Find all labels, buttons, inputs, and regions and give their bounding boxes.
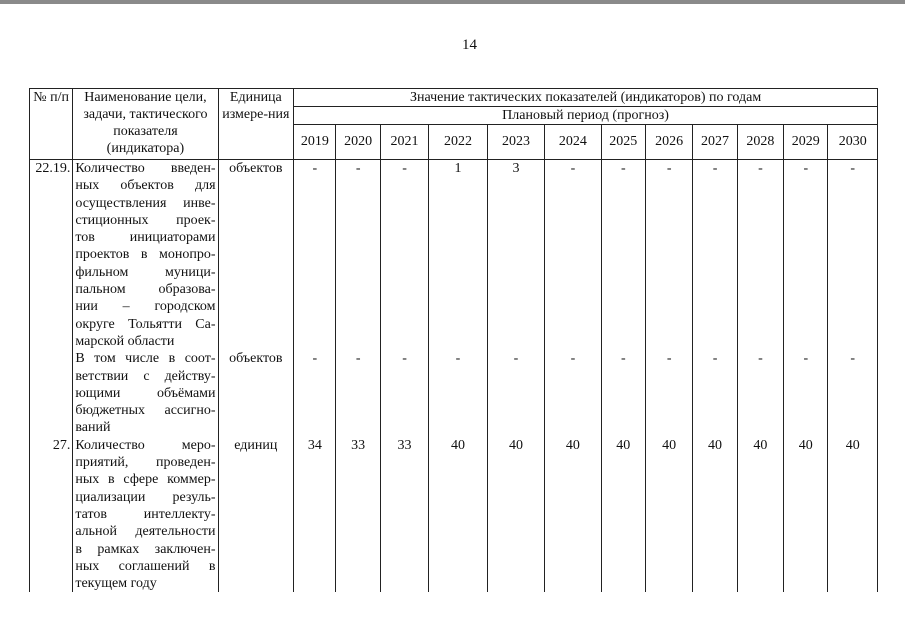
indicator-name-line: В том числе в соот- — [75, 351, 216, 367]
indicator-name-line: округе Тольятти Са- — [75, 316, 216, 332]
top-border-line — [0, 0, 905, 4]
unit-cell: объектов — [218, 160, 294, 351]
value-cell: - — [693, 350, 737, 436]
header-name: Наименование цели, задачи, тактического показателя (индикатора) — [73, 89, 218, 160]
indicator-name-line: приятий, проведен- — [75, 455, 216, 471]
header-year: 2028 — [737, 125, 783, 160]
row-number — [30, 350, 73, 436]
value-cell: 40 — [784, 437, 828, 593]
indicator-name-line: ющими объёмами — [75, 385, 216, 401]
value-cell: - — [487, 350, 544, 436]
value-cell: - — [828, 350, 878, 436]
indicator-name-line: нии – городском — [75, 299, 216, 315]
indicator-name-line: циализации резуль- — [75, 489, 216, 505]
value-cell: 1 — [429, 160, 487, 351]
indicator-name-line: текущем году — [75, 576, 157, 592]
value-cell: - — [380, 350, 428, 436]
indicator-name-line: проектов в монопро- — [75, 247, 216, 263]
indicator-name-line: бюджетных ассигно- — [75, 403, 216, 419]
indicator-name-line: ных в сфере коммер- — [75, 472, 216, 488]
header-year: 2029 — [784, 125, 828, 160]
value-cell: - — [545, 350, 601, 436]
value-cell: 34 — [294, 437, 336, 593]
value-cell: - — [545, 160, 601, 351]
header-plan-period: Плановый период (прогноз) — [294, 107, 878, 125]
indicator-name-line: фильном муници- — [75, 264, 216, 280]
indicator-name-line: ных соглашений в — [75, 558, 216, 574]
page-number: 14 — [462, 37, 477, 53]
value-cell: 33 — [380, 437, 428, 593]
value-cell: 3 — [487, 160, 544, 351]
value-cell: - — [737, 350, 783, 436]
indicator-name-line: ветствии с действу- — [75, 368, 216, 384]
value-cell: - — [294, 160, 336, 351]
indicator-name-line: тов инициаторами — [75, 230, 216, 246]
value-cell: - — [737, 160, 783, 351]
table-row — [30, 160, 878, 351]
table-row — [30, 350, 878, 436]
value-cell: 33 — [336, 437, 380, 593]
header-year: 2025 — [601, 125, 645, 160]
header-year: 2024 — [545, 125, 601, 160]
value-cell: - — [336, 350, 380, 436]
value-cell: - — [784, 160, 828, 351]
value-cell: 40 — [828, 437, 878, 593]
unit-cell: единиц — [218, 437, 294, 593]
indicator-name-line: марской области — [75, 333, 175, 349]
value-cell: - — [380, 160, 428, 351]
header-values-title: Значение тактических показателей (индикаторов) по годам — [294, 89, 878, 107]
header-year: 2021 — [380, 125, 428, 160]
value-cell: 40 — [693, 437, 737, 593]
value-cell: 40 — [487, 437, 544, 593]
value-cell: 40 — [645, 437, 692, 593]
value-cell: 40 — [429, 437, 487, 593]
table-row — [30, 437, 878, 593]
header-year: 2020 — [336, 125, 380, 160]
header-year: 2027 — [693, 125, 737, 160]
value-cell: - — [645, 350, 692, 436]
header-unit: Единица измере-ния — [218, 89, 294, 160]
value-cell: 40 — [737, 437, 783, 593]
header-year: 2030 — [828, 125, 878, 160]
indicator-name-line: ных объектов для — [75, 178, 216, 194]
row-number: 22.19. — [30, 160, 73, 351]
indicator-name — [73, 160, 218, 351]
value-cell: 40 — [601, 437, 645, 593]
header-year: 2023 — [487, 125, 544, 160]
value-cell: - — [294, 350, 336, 436]
header-year: 2022 — [429, 125, 487, 160]
value-cell: - — [693, 160, 737, 351]
unit-cell: объектов — [218, 350, 294, 436]
indicator-name — [73, 437, 218, 593]
value-cell: 40 — [545, 437, 601, 593]
indicator-name-line: в рамках заключен- — [75, 541, 216, 557]
indicators-table — [29, 88, 878, 592]
indicator-name-line: татов интеллекту- — [75, 506, 216, 522]
value-cell: - — [645, 160, 692, 351]
indicator-name-line: осуществления инве- — [75, 195, 216, 211]
header-year: 2019 — [294, 125, 336, 160]
indicator-name-line: альной деятельности — [75, 524, 216, 540]
row-number: 27. — [30, 437, 73, 593]
value-cell: - — [601, 160, 645, 351]
header-num: № п/п — [30, 89, 73, 160]
indicator-name-line: Количество введен- — [75, 161, 216, 176]
value-cell: - — [429, 350, 487, 436]
indicator-name — [73, 350, 218, 436]
value-cell: - — [828, 160, 878, 351]
value-cell: - — [784, 350, 828, 436]
header-year: 2026 — [645, 125, 692, 160]
indicator-name-line: ваний — [75, 420, 111, 436]
value-cell: - — [336, 160, 380, 351]
indicator-name-line: Количество меро- — [75, 437, 216, 453]
indicator-name-line: пальном образова- — [75, 282, 216, 298]
value-cell: - — [601, 350, 645, 436]
indicator-name-line: стиционных проек- — [75, 212, 216, 228]
